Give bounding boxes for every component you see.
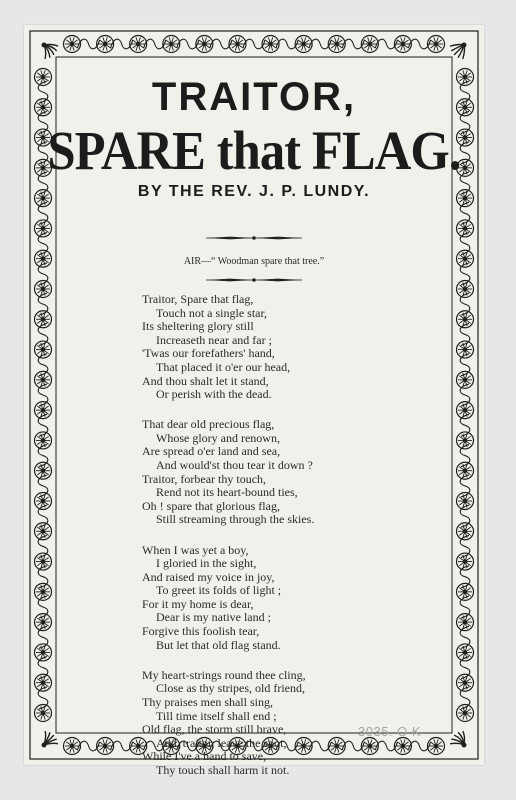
verse-line: Old flag, the storm still brave,	[142, 722, 287, 737]
verse-line: Thy touch shall harm it not.	[156, 762, 290, 777]
verse-line: Still streaming through the skies.	[156, 512, 315, 527]
author-byline: BY THE REV. J. P. LUNDY.	[137, 183, 371, 200]
verse-line: And raised my voice in joy,	[142, 569, 275, 584]
verse-line: While I've a hand to save,	[142, 749, 267, 764]
verse-line: 'Twas our forefathers' hand,	[142, 346, 275, 361]
verse-line: And would'st thou tear it down ?	[156, 458, 313, 473]
verse-line: Or perish with the dead.	[156, 387, 272, 402]
verse-line: Whose glory and renown,	[156, 430, 280, 445]
verse-line: Thy praises men shall sing,	[142, 694, 273, 709]
poem-verses	[142, 293, 442, 794]
verse-line: Rend not its heart-bound ties,	[156, 485, 298, 500]
verse-line: That placed it o'er our head,	[156, 359, 291, 374]
verse-line: Till time itself shall end ;	[156, 708, 277, 723]
verse-line: Touch not a single star,	[156, 305, 267, 320]
verse-line: Traitor, forbear thy touch,	[142, 471, 267, 486]
verse-line: Its sheltering glory still	[142, 319, 254, 334]
verse-line: For it my home is dear,	[142, 596, 254, 611]
verse-line: But let that old flag stand.	[156, 637, 281, 652]
broadside-content	[24, 25, 484, 777]
verse-line: Forgive this foolish tear,	[142, 624, 260, 639]
stanza	[142, 544, 442, 653]
stanza	[142, 418, 442, 527]
verse-line: Increaseth near and far ;	[156, 332, 272, 347]
verse-line: To greet its folds of light ;	[156, 583, 282, 598]
stanza	[142, 293, 442, 402]
verse-line: Close as thy stripes, old friend,	[156, 681, 305, 696]
title-line-2: SPARE that FLAG.	[47, 120, 461, 181]
verse-line: When I was yet a boy,	[142, 542, 249, 557]
title-line-1: TRAITOR,	[151, 75, 357, 119]
verse-line: And, traitor, leave the spot,	[156, 735, 287, 750]
verse-line: I gloried in the sight,	[156, 556, 257, 571]
air-note: AIR—“ Woodman spare that tree.”	[183, 256, 325, 267]
broadside-sheet	[24, 25, 484, 777]
verse-line: And thou shalt let it stand,	[142, 373, 269, 388]
verse-line: Traitor, Spare that flag,	[142, 292, 254, 306]
verse-line: Dear is my native land ;	[156, 610, 271, 625]
verse-line: Oh ! spare that glorious flag,	[142, 498, 280, 513]
pencil-catalog-mark: 3035. O K	[358, 724, 422, 739]
verse-line: My heart-strings round thee cling,	[142, 667, 306, 682]
verse-line: Are spread o'er land and sea,	[142, 444, 281, 459]
verse-line: That dear old precious flag,	[142, 417, 275, 432]
rule-ornament-top	[202, 233, 306, 243]
rule-ornament-bottom	[202, 275, 306, 285]
